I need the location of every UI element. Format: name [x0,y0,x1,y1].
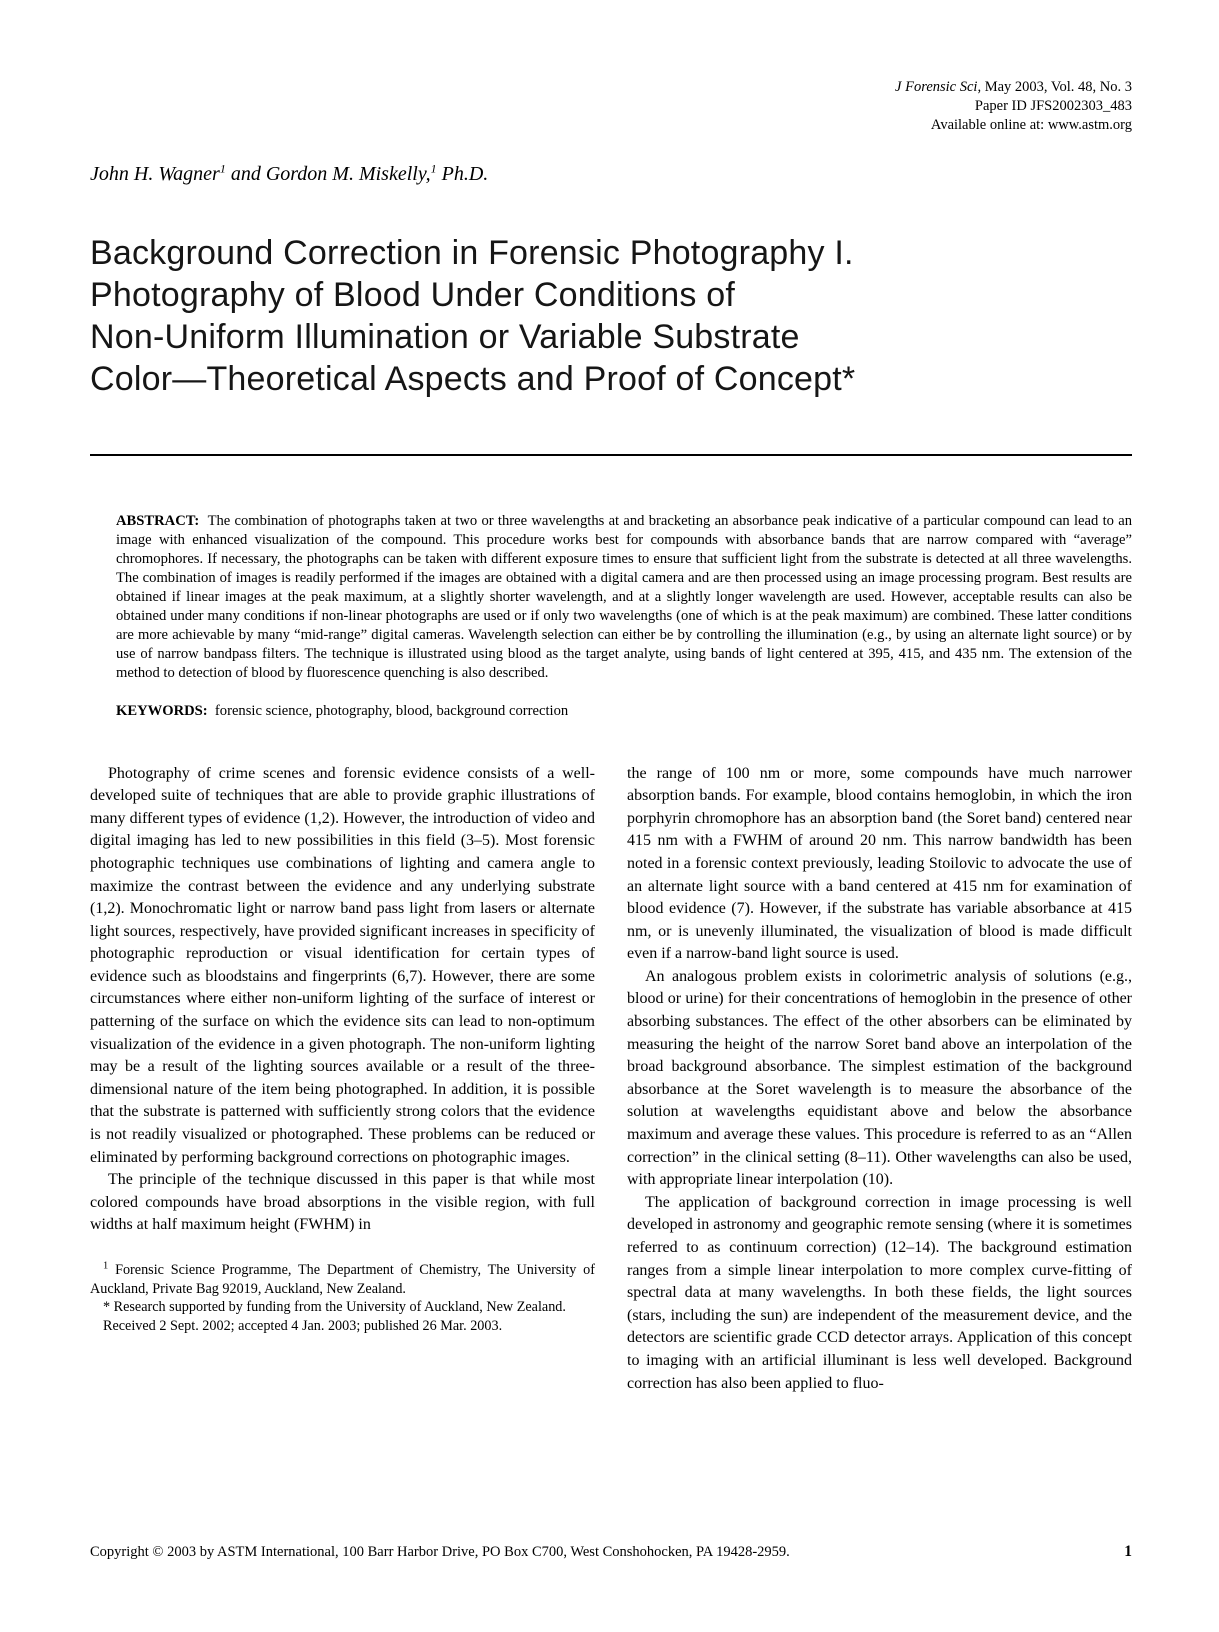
footnote-affiliation [90,1261,595,1298]
title-line-4: Color—Theoretical Aspects and Proof of Concept* [90,359,856,398]
footnote-dates: Received 2 Sept. 2002; accepted 4 Jan. 2003; published 26 Mar. 2003. [103,1317,503,1334]
footnote-affiliation-text: Forensic Science Programme, The Department of Chemistry, The University of Auckland, Private Bag 92019, Auckland, New Zealand. [90,1262,595,1297]
journal-citation-line [90,78,1132,97]
keywords-text: forensic science, photography, blood, background correction [214,702,569,719]
body-paragraph-continuation: the range of 100 nm or more, some compounds have much narrower absorption bands. For example, blood contains hemoglobin, in which the iron porphyrin chromophore has an absorption band (the Soret band) centered near 415 nm with a FWHM of around 20 nm. This narrow bandwidth has been noted in a forensic context previously, leading Stoilovic to advocate the use of an alternate light source with a band centered at 415 nm for examination of blood evidence (7). However, if the substrate has variable absorbance at 415 nm, or is unevenly illuminated, the visualization of blood is made difficult even if a narrow-band light source is used. [627,764,1132,963]
abstract-label: ABSTRACT: [116,512,200,529]
title-line-1: Background Correction in Forensic Photography I. [90,233,854,272]
author-line [90,162,1132,186]
body-columns [90,763,1132,1396]
keywords-label: KEYWORDS: [116,702,208,719]
journal-name: J Forensic Sci, [895,79,982,95]
body-paragraph-analogous: An analogous problem exists in colorimetric analysis of solutions (e.g., blood or urine) for their concentrations of hemoglobin in the presence of other absorbing substances. The effect of the other absorbers can be eliminated by measuring the height of the narrow Soret band above an interpolation of the broad background absorbance. The simplest estimation of the background absorbance at the Soret wavelength is to measure the absorbance of the solution at wavelengths equidistant above and below the absorbance maximum and average these values. This procedure is referred to as an “Allen correction” in the clinical setting (8–11). Other wavelengths can also be used, with appropriate linear interpolation (10). [627,967,1132,1189]
author-affiliation-mark-1: 1 [219,160,226,175]
availability-note: Available online at: www.astm.org [930,116,1132,133]
author-degree: Ph.D. [436,162,489,185]
journal-header [90,78,1132,135]
body-paragraph-principle: The principle of the technique discussed in this paper is that while most colored compounds have broad absorptions in the visible region, with full widths at half maximum height (FWHM) in [90,1171,595,1234]
abstract-paragraph [116,512,1132,683]
abstract-text: The combination of photographs taken at two or three wavelengths at and bracketing an absorbance peak indicative of a particular compound can lead to an image with enhanced visualization of the compound. This procedure works best for compounds with absorbance bands that are narrow compared with “average” chromophores. If necessary, the photographs can be taken with different exposure times to ensure that sufficient light from the substrate is detected at all three wavelengths. The combination of images is readily performed if the images are obtained with a digital camera and are then processed using an image processing program. Best results are obtained if linear images at the peak maximum, at a slightly shorter wavelength, and at a slightly longer wavelength are used. However, acceptable results can also be obtained under many conditions if non-linear photographs are used or if only two wavelengths (one of which is at the peak maximum) are combined. These latter conditions are more achievable by many “mid-range” digital cameras. Wavelength selection can either be by controlling the illumination (e.g., by using an alternate light source) or by use of narrow bandpass filters. The technique is illustrated using blood as the target analyte, using bands of light centered at 395, 415, and 435 nm. The extension of the method to detection of blood by fluorescence quenching is also described. [116,512,1132,681]
copyright-notice: Copyright © 2003 by ASTM International, 100 Barr Harbor Drive, PO Box C700, West Conshohocken, PA 19428-2959. [90,1544,790,1560]
footnote-funding: * Research supported by funding from the University of Auckland, New Zealand. [103,1299,566,1316]
title-line-3: Non-Uniform Illumination or Variable Substrate [90,317,800,356]
page-number: 1 [1124,1543,1132,1560]
author-affiliation-mark-2: 1 [430,160,437,175]
paper-id: Paper ID JFS2002303_483 [974,97,1132,114]
right-column [627,763,1132,1396]
author-name-2: and Gordon M. Miskelly, [225,162,431,185]
left-column [90,763,595,1396]
footnote-marker-1: 1 [103,1260,109,1272]
title-line-2: Photography of Blood Under Conditions of [90,275,735,314]
body-paragraph-intro: Photography of crime scenes and forensic evidence consists of a well-developed suite of techniques that are able to provide graphic illustrations of many different types of evidence (1,2). However, the introduction of video and digital imaging has led to new possibilities in this field (3–5). Most forensic photographic techniques use combinations of lighting and camera angle to maximize the contrast between the evidence and any underlying substrate (1,2). Monochromatic light or narrow band pass light from lasers or alternate light sources, respectively, have provided significant increases in specificity of photographic reproduction or visual identification for certain types of evidence such as bloodstains and fingerprints (6,7). However, there are some circumstances where either non-uniform lighting of the surface of interest or patterning of the surface on which the evidence sits can lead to non-optimum visualization of the evidence in a given photograph. The non-uniform lighting may be a result of the lighting sources available or a result of the three-dimensional nature of the item being photographed. In addition, it is possible that the substrate is patterned with sufficiently strong colors that the evidence is not readily visualized or photographed. These problems can be reduced or eliminated by performing background corrections on photographic images. [90,764,595,1166]
abstract-section [116,512,1132,721]
journal-issue-info: May 2003, Vol. 48, No. 3 [981,79,1132,95]
footnotes-block [90,1261,595,1335]
keywords-line [116,702,1132,721]
page-footer [90,1543,1132,1561]
paper-title [90,232,1132,400]
body-paragraph-application: The application of background correction in image processing is well developed in astronomy and geographic remote sensing (where it is sometimes referred to as continuum correction) (12–14). The background estimation ranges from a simple linear interpolation to more complex curve-fitting of spectral data at many wavelengths. In both these fields, the light sources (stars, including the sun) are independent of the measurement device, and the detectors are scientific grade CCD detector arrays. Application of this concept to imaging with an artificial illuminant is less well developed. Background correction has also been applied to fluo- [627,1193,1132,1392]
title-rule [90,454,1132,456]
author-name-1: John H. Wagner [90,162,220,185]
